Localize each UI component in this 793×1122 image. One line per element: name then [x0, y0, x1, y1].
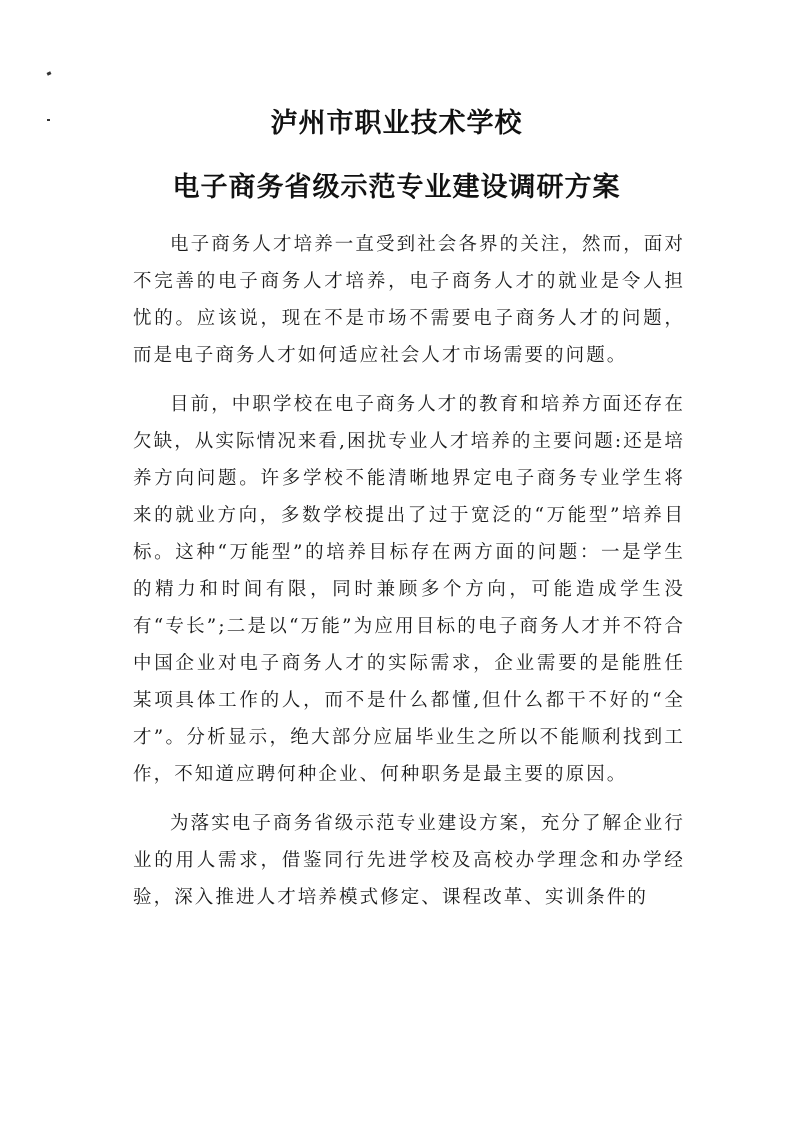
document-title-plan: 电子商务省级示范专业建设调研方案: [172, 172, 621, 203]
document-body: [133, 226, 685, 916]
document-title-school: 泸州市职业技术学校: [270, 108, 523, 139]
paragraph-purpose: 为落实电子商务省级示范专业建设方案，充分了解企业行业的用人需求，借鉴同行先进学校及高校办学理念和办学经验，深入推进人才培养模式修定、课程改革、实训条件的: [133, 813, 686, 908]
scan-mark: [47, 71, 52, 75]
paragraph-problems: 目前，中职学校在电子商务人才的教育和培养方面还存在欠缺，从实际情况来看,困扰专业人才培养的主要问题:还是培养方向问题。许多学校不能清晰地界定电子商务专业学生将来的就业方向，多数学校提出了过于宽泛的“万能型”培养目标。这种“万能型”的培养目标存在两方面的问题：一是学生的精力和时间有限，同时兼顾多个方向，可能造成学生没有“专长”;二是以“万能”为应用目标的电子商务人才并不符合中国企业对电子商务人才的实际需求，企业需要的是能胜任某项具体工作的人，而不是什么都懂,但什么都干不好的“全才”。分析显示，绝大部分应届毕业生之所以不能顺利找到工作，不知道应聘何种企业、何种职务是最主要的原因。: [133, 394, 686, 785]
paragraph-intro: 电子商务人才培养一直受到社会各界的关注，然而，面对不完善的电子商务人才培养，电子商务人才的就业是令人担忧的。应该说，现在不是市场不需要电子商务人才的问题，而是电子商务人才如何适应社会人才市场需要的问题。: [133, 234, 686, 366]
